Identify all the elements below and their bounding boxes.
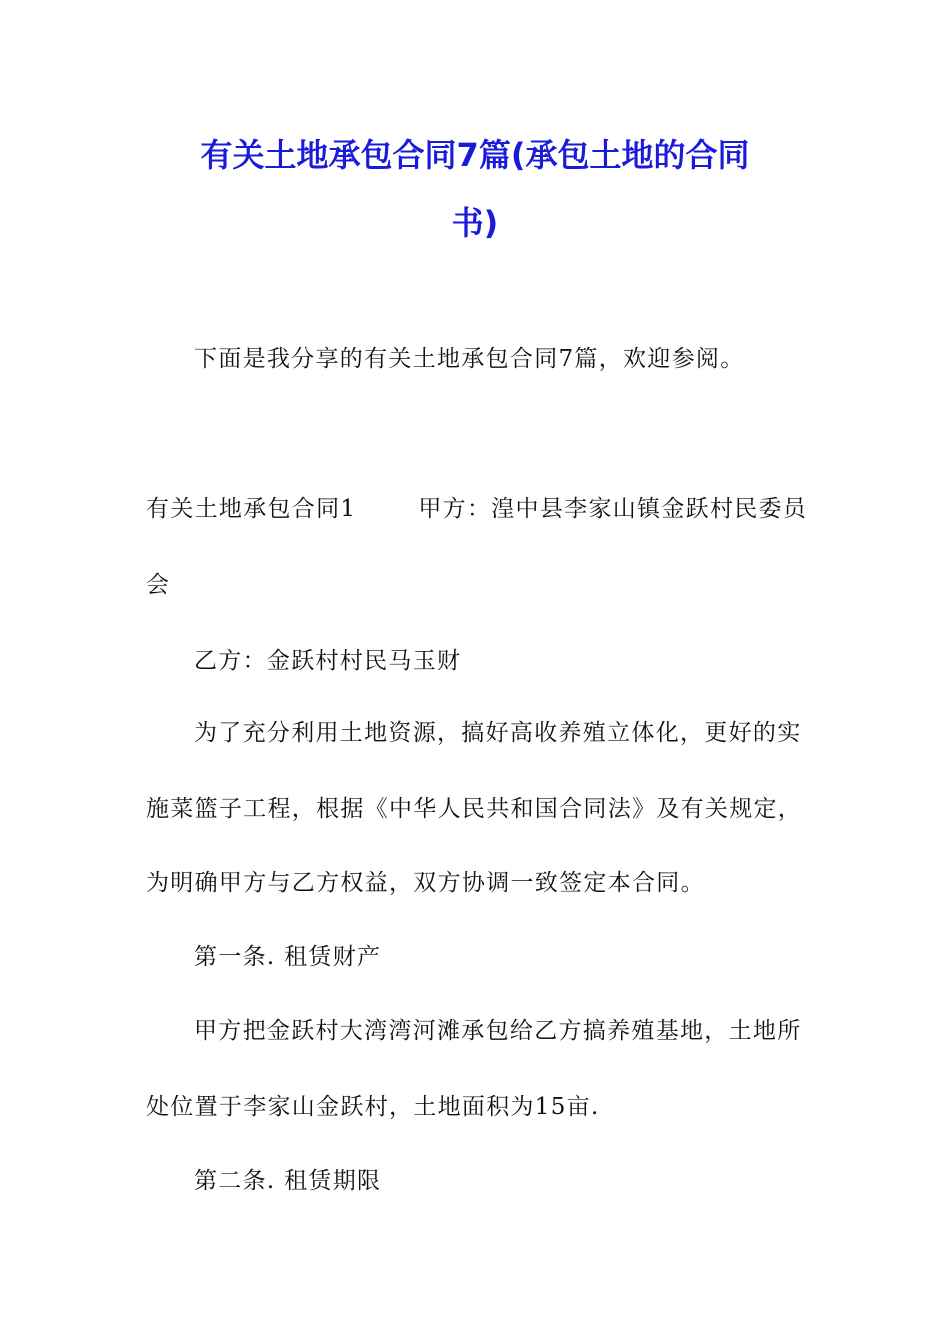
party-b-line: 乙方：金跃村村民马玉财 — [194, 648, 462, 674]
article-2-heading: 第二条. 租赁期限 — [194, 1168, 382, 1194]
purpose-line-2: 施菜篮子工程，根据《中华人民共和国合同法》及有关规定， — [146, 796, 803, 822]
intro-paragraph: 下面是我分享的有关土地承包合同7篇，欢迎参阅。 — [194, 346, 745, 372]
article-1-heading: 第一条. 租赁财产 — [194, 944, 382, 970]
section-heading: 有关土地承包合同1 — [146, 496, 357, 522]
document-title-line-1: 有关土地承包合同7篇(承包土地的合同 — [200, 136, 750, 174]
document-title-line-2: 书) — [451, 204, 499, 242]
party-a-line-1: 甲方：湟中县李家山镇金跃村民委员 — [418, 496, 808, 522]
purpose-line-1: 为了充分利用土地资源，搞好高收养殖立体化，更好的实 — [194, 720, 802, 746]
article-1-line-1: 甲方把金跃村大湾湾河滩承包给乙方搞养殖基地，土地所 — [194, 1018, 802, 1044]
contract-header-line — [146, 494, 807, 524]
purpose-line-3: 为明确甲方与乙方权益，双方协调一致签定本合同。 — [146, 870, 705, 896]
article-1-line-2: 处位置于李家山金跃村，土地面积为15亩. — [146, 1094, 600, 1120]
party-a-line-2: 会 — [146, 572, 171, 598]
